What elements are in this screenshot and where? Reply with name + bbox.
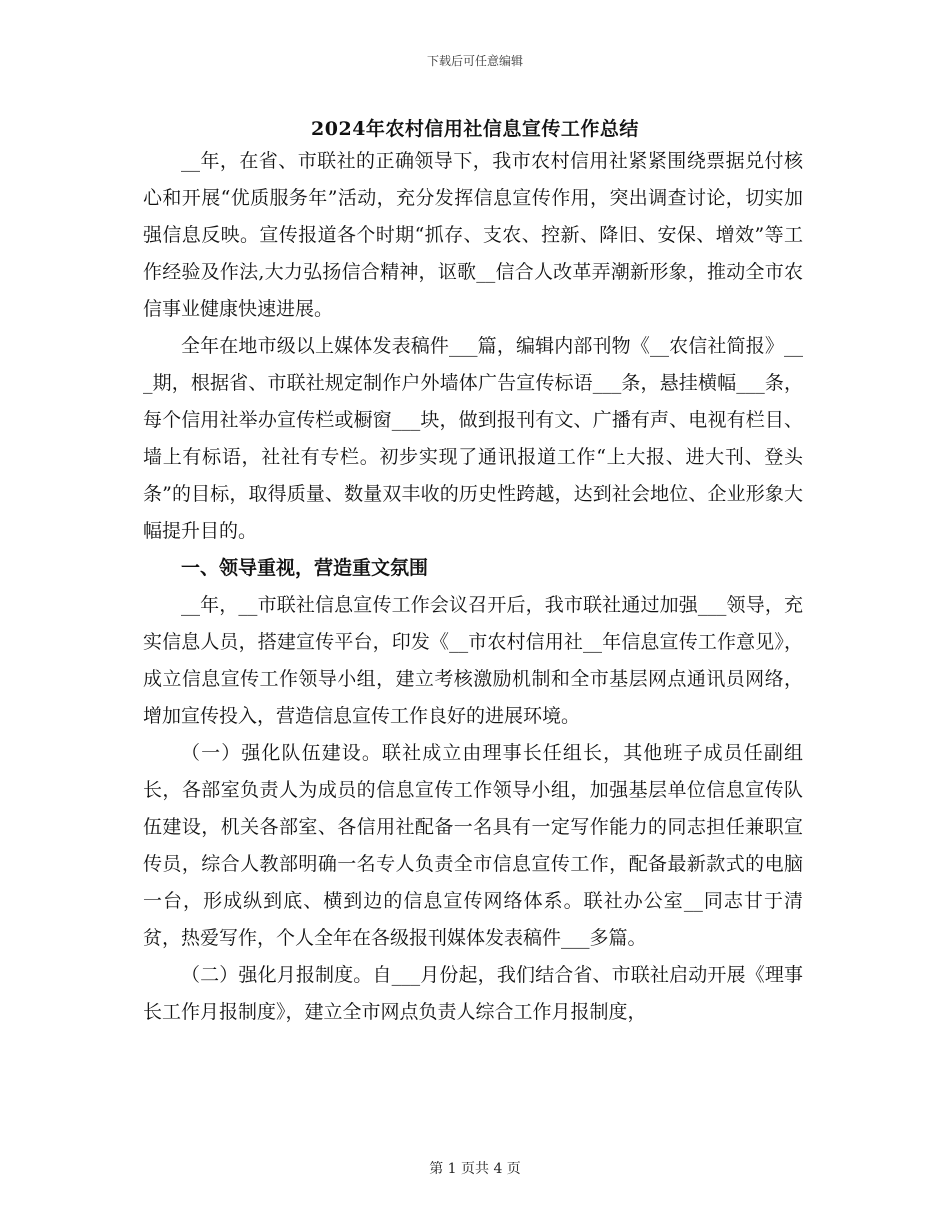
paragraph-section-1-intro: __年，__市联社信息宣传工作会议召开后，我市联社通过加强___领导，充实信息人员，搭建宣传平台，印发《__市农村信用社__年信息宣传工作意见》，成立信息宣传工作领导小组，建立考核激励机制和全市基层网点通讯员网络，增加宣传投入，营造信息宣传工作良好的进展环境。 <box>143 594 803 727</box>
page-header-note: 下载后可任意编辑 <box>426 54 523 68</box>
paragraph-annual-results: 全年在地市级以上媒体发表稿件___篇，编辑内部刊物《__农信社简报》___期，根据省、市联社规定制作户外墙体广告宣传标语___条，悬挂横幅___条，每个信用社举办宣传栏或橱窗___块，做到报刊有文、广播有声、电视有栏目、墙上有标语，社社有专栏。初步实现了通讯报道工作“上大报、进大刊、登头条”的目标，取得质量、数量双丰收的历史性跨越，达到社会地位、企业形象大幅提升目的。 <box>143 335 803 542</box>
paragraph-team-building: （一）强化队伍建设。联社成立由理事长任组长，其他班子成员任副组长，各部室负责人为成员的信息宣传工作领导小组，加强基层单位信息宣传队伍建设，机关各部室、各信用社配备一名具有一定写作能力的同志担任兼职宣传员，综合人教部明确一名专人负责全市信息宣传工作，配备最新款式的电脑一台，形成纵到底、横到边的信息宣传网络体系。联社办公室__同志甘于清贫，热爱写作，个人全年在各级报刊媒体发表稿件___多篇。 <box>143 742 803 949</box>
page-number: 第 1 页共 4 页 <box>429 1161 521 1177</box>
document-body <box>143 143 803 1031</box>
document-title: 2024年农村信用社信息宣传工作总结 <box>311 118 639 140</box>
section-heading-1: 一、领导重视，营造重文氛围 <box>181 557 429 579</box>
paragraph-intro: __年，在省、市联社的正确领导下，我市农村信用社紧紧围绕票据兑付核心和开展“优质服务年”活动，充分发挥信息宣传作用，突出调查讨论，切实加强信息反映。宣传报道各个时期“抓存、支农、控新、降旧、安保、增效”等工作经验及作法,大力弘扬信合精神，讴歌__信合人改革弄潮新形象，推动全市农信事业健康快速进展。 <box>143 150 803 320</box>
paragraph-monthly-report: （二）强化月报制度。自___月份起，我们结合省、市联社启动开展《理事长工作月报制度》，建立全市网点负责人综合工作月报制度， <box>143 964 803 1023</box>
